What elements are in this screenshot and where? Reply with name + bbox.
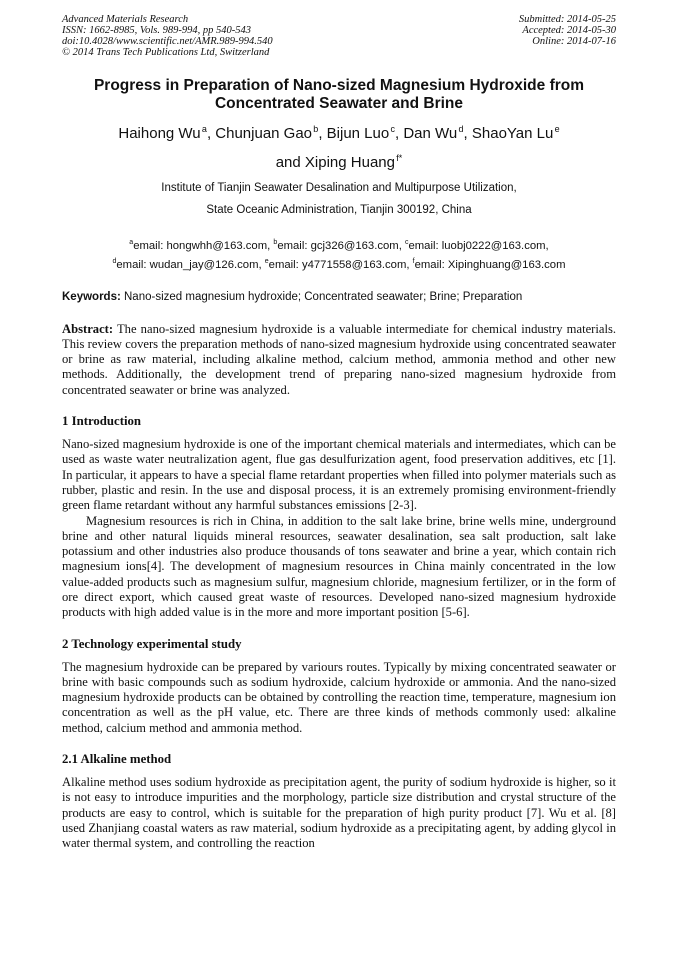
author-name: Xiping Huang [304,154,395,171]
doi-line: doi:10.4028/www.scientific.net/AMR.989-994.540 [62,36,273,47]
author-sup: b [313,124,319,134]
paragraph: The magnesium hydroxide can be prepared by variours routes. Typically by mixing concentrated seawater or brine with basic compounds such as sodium hydroxide, calcium hydroxide or ammonia. And the nano-sized magnesium hydroxide products can be obtained by controlling the reaction time, temperature, magnesium ion concentration as well as the pH value, etc. There are three kinds of methods commonly used: alkaline method, calcium method and ammonia method. [62,659,616,735]
email-sup: e [264,257,269,265]
author-name: Haihong Wu [118,125,201,142]
affiliation [62,177,616,221]
author-sup: e [554,124,560,134]
author-name: ShaoYan Lu [471,125,554,142]
author-line-2 [62,146,616,175]
author-sup: a [201,124,207,134]
keywords-text: Nano-sized magnesium hydroxide; Concentrated seawater; Brine; Preparation [124,290,523,303]
author-and: and [275,154,301,171]
email-line-1: $^a$email: hongwhh@163.com, $^b$email: gcj326@163.com, $^c$email: luobj0222@163.com, [129,239,549,252]
affiliation-line-2: State Oceanic Administration, Tianjin 300192, China [206,204,472,216]
paragraph: Magnesium resources is rich in China, in addition to the salt lake brine, brine wells mine, underground brine and other natural liquids mineral resources, seawater desalination, sea salt production, salt lake potassium and other industries also produce thousands of tons seawater and brine a year, which contain rich magnesium ions[4]. The development of magnesium resources in China mainly concentrated in the low value-added products such as magnesium sulfur, magnesium chloride, magnesium fertilizer, or in the form of ore direct export, which caused great waste of resources. Developed nano-sized magnesium hydroxide products with high added value is in the more and more important position [5-6]. [62,513,616,620]
email-list [62,235,616,273]
email-sup: c [404,239,409,246]
publication-dates [519,14,616,58]
section-heading-introduction: 1 Introduction [62,414,142,429]
author-name: Dan Wu [403,125,458,142]
email-address: email: luobj0222@163.com [408,239,546,252]
copyright-line: © 2014 Trans Tech Publications Ltd, Switzerland [62,47,270,58]
online-date: Online: 2014-07-16 [532,36,616,47]
email-address: email: hongwhh@163.com [133,239,268,252]
issn-line: ISSN: 1662-8985, Vols. 989-994, pp 540-543 [62,25,251,36]
author-line-1: Haihong Wu $^a$, Chunjuan Gao $^b$, Bijun Luo $^c$, Dan Wu $^d$, ShaoYan Lu $^e$ [118,124,560,142]
author-list [62,117,616,175]
keywords [62,291,616,303]
journal-name: Advanced Materials Research [62,14,189,25]
paragraph: Nano-sized magnesium hydroxide is one of the important chemical materials and intermediates, which can be used as waste water neutralization agent, flue gas desulfurization agent, food preservation additives, etc [1]. In particular, it appears to have a special flame retardant properties when filled into polymer materials such as rubber, plastic and resin. In the use and disposal process, it is an extremely promising environment-friendly green flame retardant without any harmful substances emissions [2-3]. [62,437,616,513]
email-sup: d [112,257,117,265]
email-address: email: wudan_jay@126.com [116,258,259,271]
accepted-date: Accepted: 2014-05-30 [522,25,616,36]
email-sup: b [273,239,278,246]
abstract [62,322,616,398]
author-name: Chunjuan Gao [215,125,313,142]
journal-header [62,14,616,58]
author-name: Bijun Luo [326,125,390,142]
email-address: email: Xipinghuang@163.com [414,258,566,271]
abstract-text: The nano-sized magnesium hydroxide is a valuable intermediate for chemical industry materials. This review covers the preparation methods of nano-sized magnesium hydroxide using concentrated seawater or brine as raw material, including alkaline method, calcium method, ammonia method and other new methods. Additionally, the development trend of preparing nano-sized magnesium hydroxide from concentrated seawater or brine was analyzed. [62,321,616,397]
section-heading-alkaline: 2.1 Alkaline method [62,752,172,767]
email-address: email: gcj326@163.com [277,239,399,252]
introduction-body [62,437,616,621]
author-sup: f* [396,153,403,163]
submitted-date: Submitted: 2014-05-25 [518,14,616,25]
author-sup: d [458,124,464,134]
paragraph: Alkaline method uses sodium hydroxide as precipitation agent, the purity of sodium hydroxide is higher, so it is not easy to introduce impurities and the morphology, particle size distribution and crystal structure of the products are easy to control, which is suitable for the preparation of high purity product [7]. Wu et al. [8] used Zhanjiang coastal waters as raw material, sodium hydroxide as a precipitating agent, by adding glycol in water thermal system, and controlling the reaction [62,775,616,851]
email-address: email: y4771558@163.com [268,258,407,271]
email-sup: a [129,239,134,246]
keywords-label: Keywords: [62,290,121,303]
author-sup: c [390,124,395,134]
email-line-2: $^d$email: wudan_jay@126.com, $^e$email: y4771558@163.com, $^f$email: Xipinghuang@163.com [112,257,566,271]
journal-info [62,14,273,58]
paper-title: Progress in Preparation of Nano-sized Magnesium Hydroxide from Concentrated Seawater and Brine [93,77,585,112]
section-heading-technology: 2 Technology experimental study [62,636,242,651]
alkaline-body [62,775,616,851]
affiliation-line-1: Institute of Tianjin Seawater Desalination and Multipurpose Utilization, [161,182,517,194]
technology-body [62,660,616,736]
email-sup: f [412,257,415,265]
abstract-label: Abstract: [62,321,114,336]
